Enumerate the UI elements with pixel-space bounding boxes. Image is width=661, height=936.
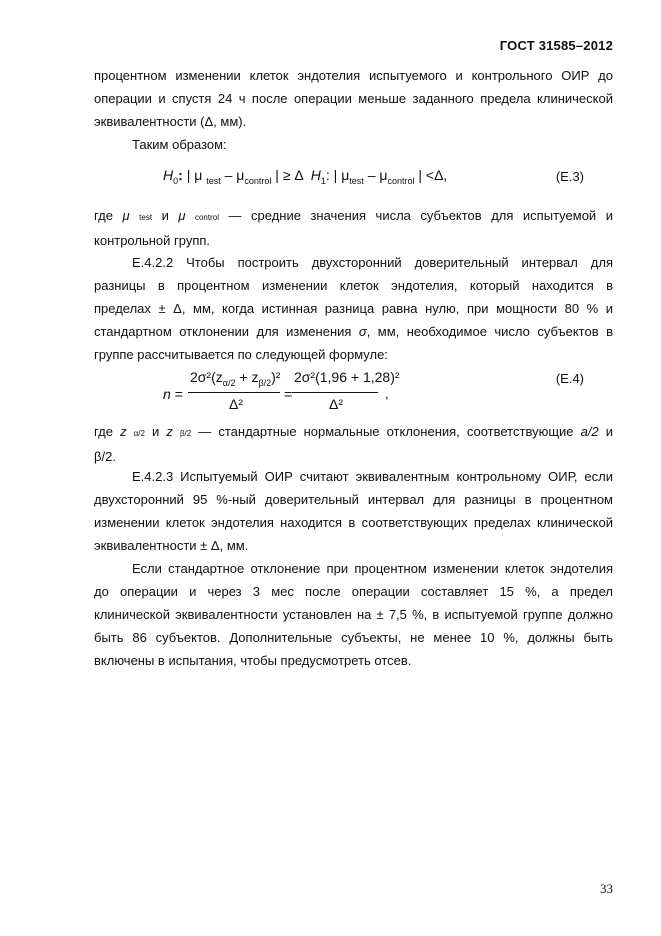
formula-symbol: – [367, 167, 376, 183]
formula-e4-denominator-2: Δ² [329, 396, 344, 412]
text-line: пределах ± Δ, мм, когда истинная разница равна нулю, при мощности 80 % и [94, 301, 613, 316]
text-line: до операции и через 3 мес после операции составляет 15 %, а предел [94, 584, 613, 599]
formula-e4-numerator-1 [190, 369, 280, 388]
paragraph-continuation [94, 64, 613, 133]
formula-symbol: μ [379, 167, 388, 183]
formula-symbol: σ [358, 324, 367, 339]
equation-number: (E.3) [555, 169, 584, 184]
fraction-bar [292, 392, 378, 393]
formula-symbol: z [120, 424, 127, 439]
text-fragment: где [94, 208, 113, 223]
text-fragment: стандартном отклонении для изменения [94, 324, 352, 339]
text-line: разницы в процентном изменении клеток эндотелия, который находится в [94, 278, 613, 293]
paragraph-where-z [94, 420, 613, 468]
formula-subscript: control [244, 175, 272, 186]
formula-e4-denominator-1: Δ² [229, 396, 244, 412]
text-line: эквивалентности (Δ, мм). [94, 114, 247, 129]
formula-symbol: μ [122, 208, 130, 223]
formula-symbol: – [224, 167, 233, 183]
text-line [94, 420, 613, 445]
document-code: ГОСТ 31585–2012 [499, 38, 613, 53]
text-line: контрольной групп. [94, 233, 211, 248]
paragraph-where-mu [94, 204, 613, 252]
text-line: включены в испытания, чтобы предусмотреть отсев. [94, 653, 412, 668]
formula-subscript: β/2 [179, 429, 192, 438]
text-line: процентном изменении клеток эндотелия испытуемого и контрольного ОИР до [94, 68, 613, 83]
equation-number: (E.4) [555, 371, 584, 386]
text-fragment: — средние значения числа субъектов для испытуемой и [228, 208, 613, 223]
formula-symbol: μ [236, 167, 245, 183]
formula-e4-numerator-2: 2σ²(1,96 + 1,28)² [294, 369, 400, 385]
text-line: Е.4.2.3 Испытуемый ОИР считают эквивалентным контрольному ОИР, если [132, 469, 613, 484]
formula-symbol: + z [239, 369, 259, 385]
paragraph-example [94, 557, 613, 672]
text-fragment: — стандартные нормальные отклонения, соответствующие [198, 424, 574, 439]
formula-subscript: α/2 [133, 429, 145, 438]
text-line: двухсторонний 95 %-ный доверительный интервал для разницы в процентном [94, 492, 613, 507]
formula-symbol: a/2 [580, 424, 599, 439]
text-line: Таким образом: [132, 137, 227, 152]
text-line: быть 86 субъектов. Дополнительные субъекты, не менее 10 %, должны быть [94, 630, 613, 645]
paragraph-e423 [94, 465, 613, 557]
formula-symbol: <Δ, [425, 167, 448, 183]
text-line: операции и спустя 24 ч после операции меньше заданного предела клинической [94, 91, 613, 106]
text-line: клинической эквивалентности установлен на ± 7,5 %, в испытуемой группе должно [94, 607, 613, 622]
formula-subscript: control [387, 175, 415, 186]
formula-subscript: 0 [173, 175, 179, 186]
formula-e4-comma: , [385, 386, 389, 401]
text-line: эквивалентности ± Δ, мм. [94, 538, 249, 553]
formula-subscript: 1 [320, 175, 326, 186]
text-fragment: и [161, 208, 169, 223]
formula-symbol: = [174, 386, 183, 402]
text-fragment: где [94, 424, 113, 439]
formula-subscript: test [349, 175, 364, 186]
formula-symbol: ≥ Δ [282, 167, 303, 183]
formula-symbol: H [163, 167, 174, 183]
formula-symbol: μ [178, 208, 186, 223]
text-fragment: и [605, 424, 614, 439]
text-line [94, 204, 613, 229]
text-line: Е.4.2.2 Чтобы построить двухсторонний доверительный интервал для [132, 255, 613, 270]
formula-subscript: test [206, 175, 221, 186]
formula-symbol: μ [194, 167, 203, 183]
formula-e4-lhs [163, 386, 183, 402]
fraction-bar [188, 392, 280, 393]
formula-e3: $H_0$: | μ $_{test} - \mu_{control}$ | ≥ Δ $H_1$: | $\mu_{test} - \mu_{control}$ | <Δ, [163, 167, 448, 186]
text-fragment: , мм, необходимое число субъектов в [366, 324, 613, 339]
formula-e4-equals: = [284, 386, 293, 402]
text-line: β/2. [94, 449, 116, 464]
formula-symbol: H [310, 167, 321, 183]
paragraph-thus [94, 133, 613, 156]
paragraph-e422 [94, 251, 613, 366]
formula-subscript: α/2 [222, 377, 236, 388]
formula-subscript: β/2 [258, 377, 272, 388]
formula-subscript: control [194, 213, 219, 222]
text-line [94, 320, 613, 343]
formula-symbol: )² [271, 369, 281, 385]
formula-symbol: μ [341, 167, 350, 183]
formula-symbol: z [166, 424, 173, 439]
text-line: группе рассчитывается по следующей формуле: [94, 347, 388, 362]
formula-subscript: test [139, 213, 153, 222]
formula-symbol: 2σ²(z [190, 369, 223, 385]
page-number: 33 [600, 881, 613, 896]
text-line: изменении клеток эндотелия находится в соответствующих пределах клинической [94, 515, 613, 530]
formula-symbol: n [163, 386, 171, 402]
text-line: Если стандартное отклонение при процентном изменении клеток эндотелия [132, 561, 613, 576]
text-fragment: и [152, 424, 160, 439]
